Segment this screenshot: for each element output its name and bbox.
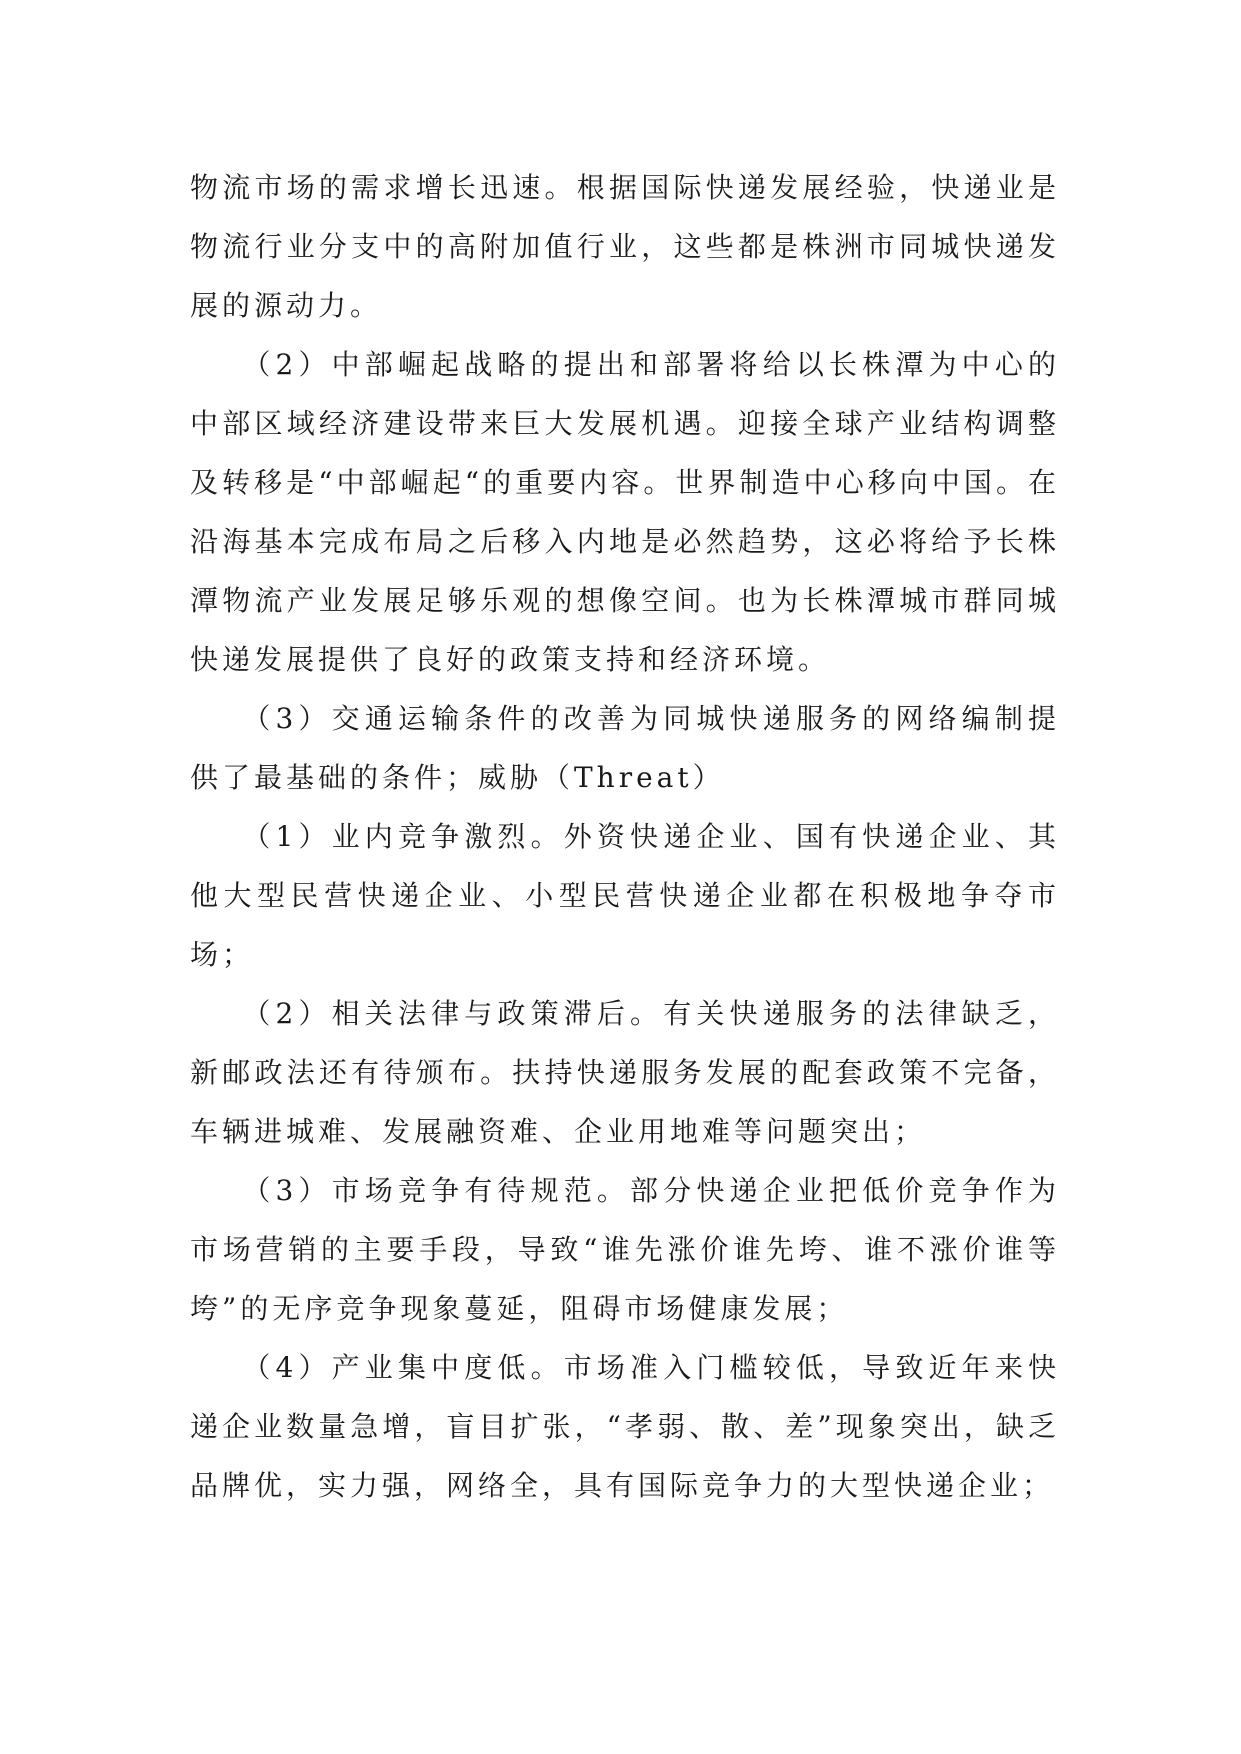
document-body — [190, 158, 1060, 1515]
paragraph: （2）中部崛起战略的提出和部署将给以长株潭为中心的中部区域经济建设带来巨大发展机遇。迎接全球产业结构调整及转移是“中部崛起“的重要内容。世界制造中心移向中国。在沿海基本完成布局之后移入内地是必然趋势，这必将给予长株潭物流产业发展足够乐观的想像空间。也为长株潭城市群同城快递发展提供了良好的政策支持和经济环境。 — [190, 348, 1060, 676]
paragraph: （3）市场竞争有待规范。部分快递企业把低价竞争作为市场营销的主要手段，导致“谁先涨价谁先垮、谁不涨价谁等垮”的无序竞争现象蔓延，阻碍市场健康发展； — [190, 1174, 1060, 1325]
paragraph: （1）业内竞争激烈。外资快递企业、国有快递企业、其他大型民营快递企业、小型民营快递企业都在积极地争夺市场； — [190, 820, 1060, 971]
paragraph: （3）交通运输条件的改善为同城快递服务的网络编制提供了最基础的条件；威胁（Threat） — [190, 702, 1060, 794]
paragraph: 物流市场的需求增长迅速。根据国际快递发展经验，快递业是物流行业分支中的高附加值行业，这些都是株洲市同城快递发展的源动力。 — [190, 171, 1060, 322]
paragraph: （4）产业集中度低。市场准入门槛较低，导致近年来快递企业数量急增，盲目扩张，“孝弱、散、差”现象突出，缺乏品牌优，实力强，网络全，具有国际竞争力的大型快递企业； — [190, 1351, 1060, 1502]
paragraph: （2）相关法律与政策滞后。有关快递服务的法律缺乏，新邮政法还有待颁布。扶持快递服务发展的配套政策不完备，车辆进城难、发展融资难、企业用地难等问题突出； — [190, 997, 1060, 1148]
